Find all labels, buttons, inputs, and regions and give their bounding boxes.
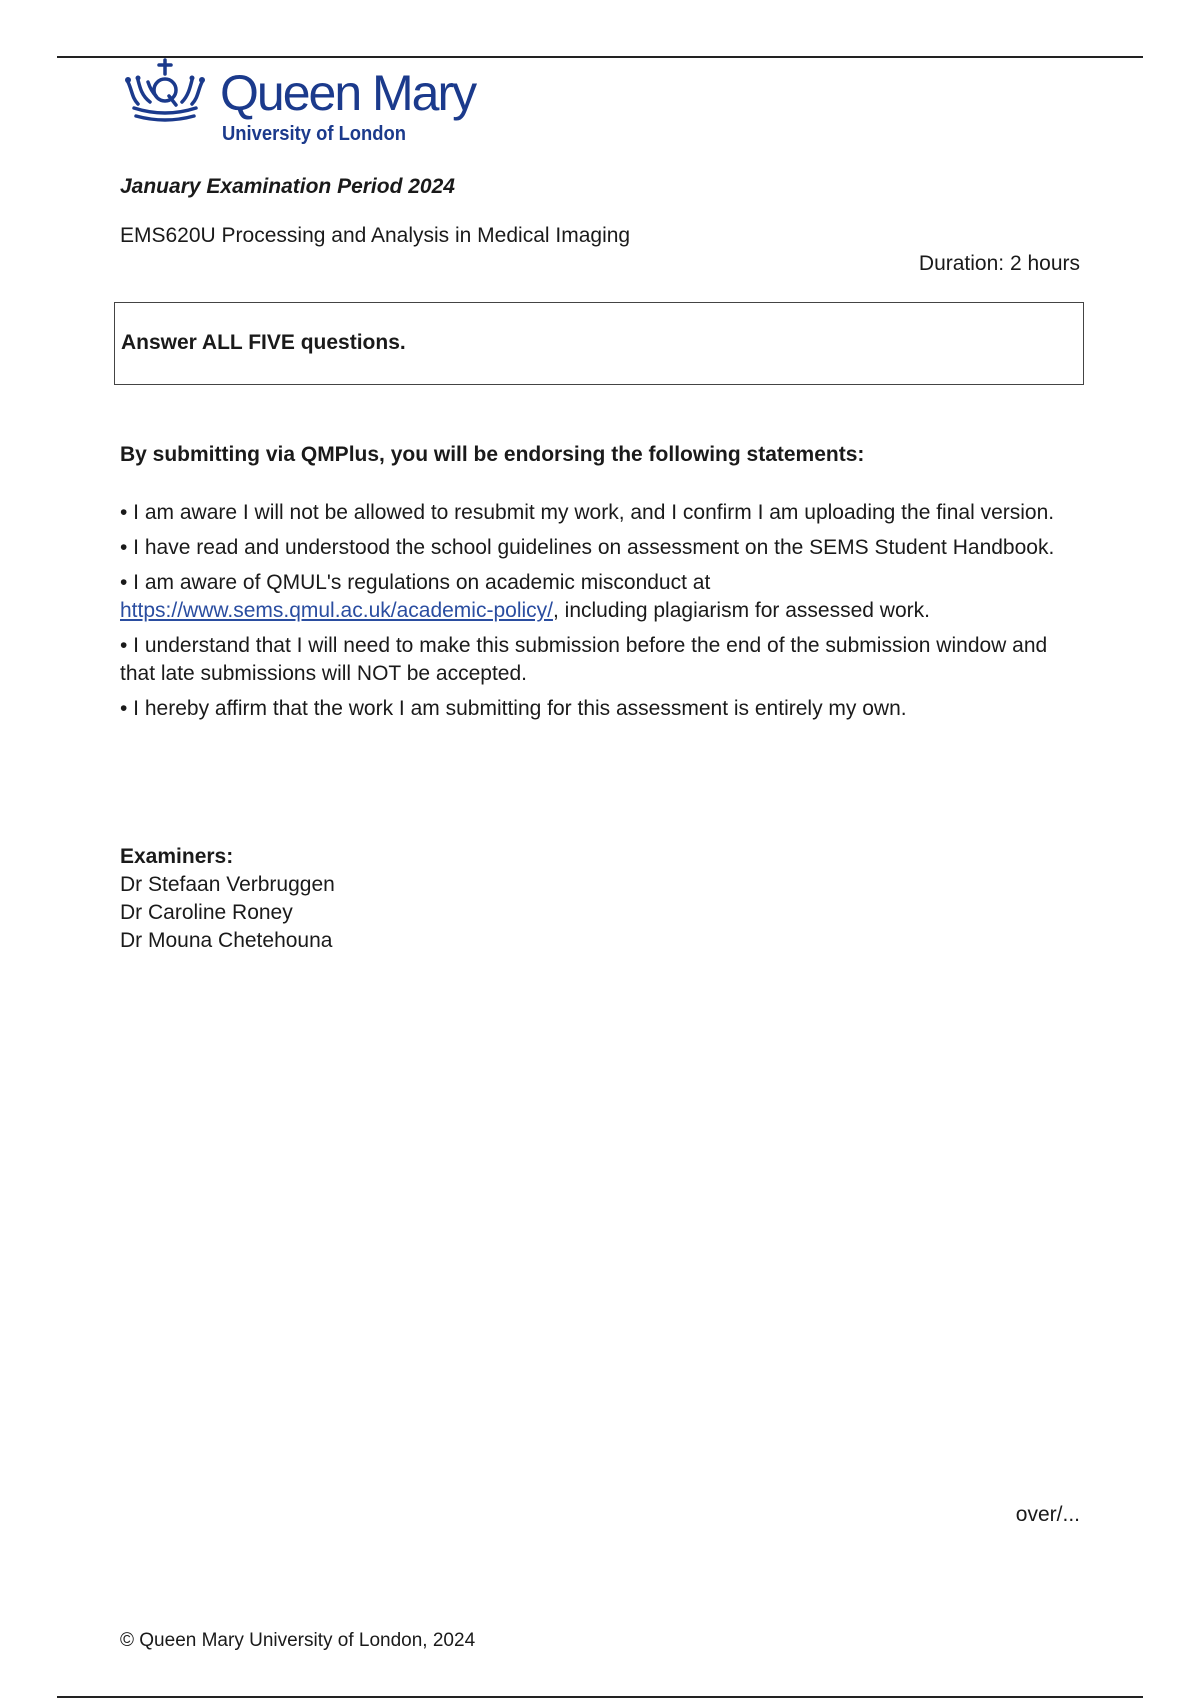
copyright: © Queen Mary University of London, 2024 <box>120 1630 476 1651</box>
bottom-rule <box>57 1696 1143 1698</box>
module-title: EMS620U Processing and Analysis in Medical Imaging <box>120 224 631 247</box>
examiner-name: Dr Mouna Chetehouna <box>120 929 333 952</box>
statement-list <box>120 499 1080 730</box>
logo-name: Queen Mary <box>220 65 476 121</box>
examiners-block <box>120 843 335 955</box>
examiner-name: Dr Caroline Roney <box>120 901 293 924</box>
statement-item: • I am aware I will not be allowed to resubmit my work, and I confirm I am uploading the final version. <box>120 501 1055 524</box>
instruction-box <box>114 302 1084 385</box>
duration: Duration: 2 hours <box>918 252 1080 275</box>
statement-text: • I am aware of QMUL's regulations on academic misconduct at <box>120 571 711 594</box>
statement-item: • I have read and understood the school guidelines on assessment on the SEMS Student Handbook. <box>120 536 1055 559</box>
logo-subtitle: University of London <box>222 123 406 145</box>
instruction-text: Answer ALL FIVE questions. <box>121 331 406 354</box>
exam-period: January Examination Period 2024 <box>120 175 455 198</box>
endorsement-heading: By submitting via QMPlus, you will be endorsing the following statements: <box>120 443 865 466</box>
academic-policy-link[interactable]: https://www.sems.qmul.ac.uk/academic-policy/ <box>120 599 553 622</box>
statement-item: • I hereby affirm that the work I am submitting for this assessment is entirely my own. <box>120 697 907 720</box>
statement-item: • I understand that I will need to make this submission before the end of the submission window and that late submissions will NOT be accepted. <box>120 634 1048 685</box>
statement-text: , including plagiarism for assessed work. <box>552 599 930 622</box>
page-turn-note: over/... <box>1015 1503 1080 1526</box>
queen-mary-logo <box>124 58 484 150</box>
crown-crest-icon <box>124 58 214 128</box>
statement-item <box>120 569 1080 625</box>
examiners-heading: Examiners: <box>120 845 234 868</box>
examiner-name: Dr Stefaan Verbruggen <box>120 873 335 896</box>
